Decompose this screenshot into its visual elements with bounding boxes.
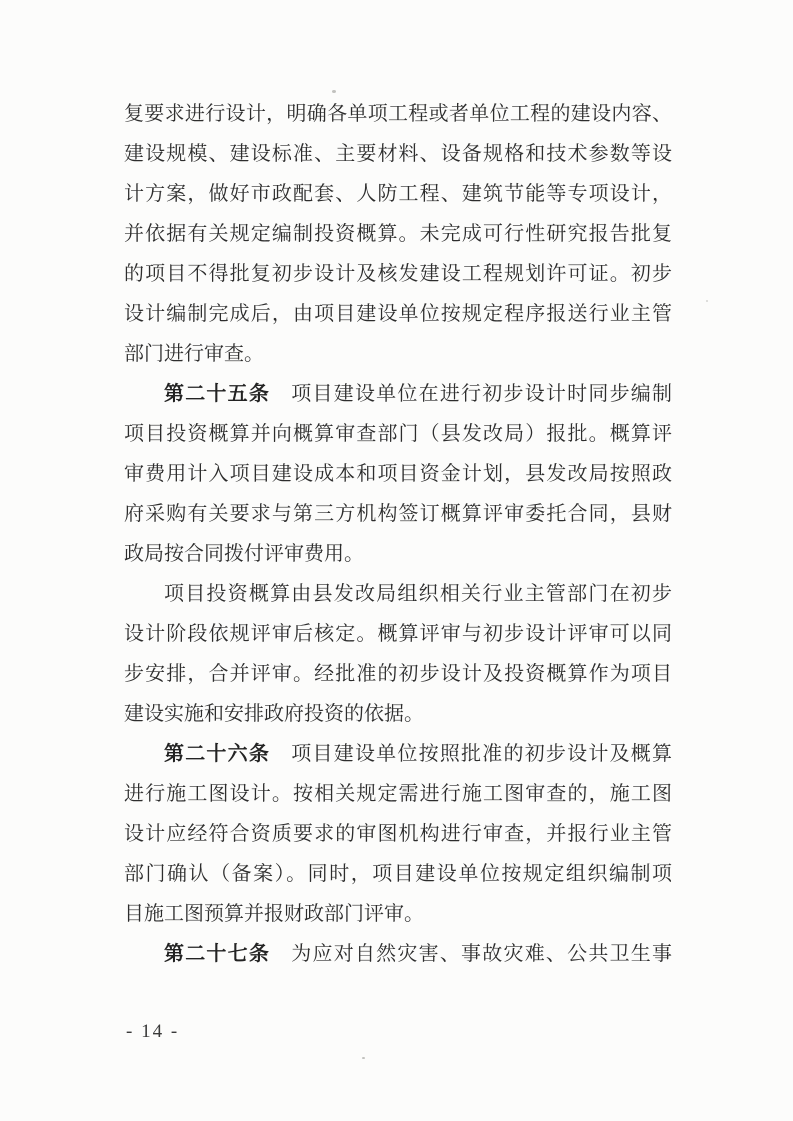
document-line <box>124 134 672 174</box>
document-line <box>124 694 672 734</box>
document-line <box>124 534 672 574</box>
document-line <box>124 254 672 294</box>
article-number: 第二十六条 <box>164 743 271 765</box>
line-text: 项目投资概算由县发改局组织相关行业主管部门在初步 <box>164 583 672 605</box>
line-text: 部门确认（备案）。同时，项目建设单位按规定组织编制项 <box>124 863 672 885</box>
line-text: 复要求进行设计，明确各单项工程或者单位工程的建设内容、 <box>124 103 672 125</box>
document-line <box>124 174 672 214</box>
document-line <box>124 614 672 654</box>
scan-speck <box>362 1057 365 1059</box>
document-line <box>124 414 672 454</box>
article-number: 第二十七条 <box>164 943 271 965</box>
document-line <box>124 814 672 854</box>
line-text: 设计应经符合资质要求的审图机构进行审查，并报行业主管 <box>124 823 672 845</box>
line-text: 计方案，做好市政配套、人防工程、建筑节能等专项设计， <box>124 183 672 205</box>
line-text: 设计阶段依规评审后核定。概算评审与初步设计评审可以同 <box>124 623 672 645</box>
article-number: 第二十五条 <box>164 383 271 405</box>
document-line <box>124 214 672 254</box>
line-text: 项目建设单位按照批准的初步设计及概算 <box>270 743 673 765</box>
document-line <box>124 894 672 934</box>
line-text: 府采购有关要求与第三方机构签订概算评审委托合同，县财 <box>124 503 672 525</box>
scan-speck <box>706 300 708 302</box>
document-line <box>124 494 672 534</box>
document-line <box>124 334 672 374</box>
line-text: 步安排，合并评审。经批准的初步设计及投资概算作为项目 <box>124 663 672 685</box>
line-text: 设计编制完成后，由项目建设单位按规定程序报送行业主管 <box>124 303 672 325</box>
line-text: 审费用计入项目建设成本和项目资金计划，县发改局按照政 <box>124 463 672 485</box>
line-text: 的项目不得批复初步设计及核发建设工程规划许可证。初步 <box>124 263 672 285</box>
document-line <box>124 574 672 614</box>
line-text: 政局按合同拨付评审费用。 <box>124 543 364 565</box>
scan-speck <box>332 90 336 93</box>
line-text: 进行施工图设计。按相关规定需进行施工图审查的，施工图 <box>124 783 672 805</box>
document-line <box>124 854 672 894</box>
document-body <box>124 94 672 974</box>
line-text: 部门进行审查。 <box>124 343 264 365</box>
line-text: 为应对自然灾害、事故灾难、公共卫生事 <box>270 943 673 965</box>
line-text: 项目投资概算并向概算审查部门（县发改局）报批。概算评 <box>124 423 672 445</box>
document-line <box>124 654 672 694</box>
line-text: 建设规模、建设标准、主要材料、设备规格和技术参数等设 <box>124 143 672 165</box>
document-line <box>124 934 672 974</box>
line-text: 建设实施和安排政府投资的依据。 <box>124 703 424 725</box>
line-text: 项目建设单位在进行初步设计时同步编制 <box>270 383 673 405</box>
document-line <box>124 374 672 414</box>
document-line <box>124 94 672 134</box>
page-number: - 14 - <box>126 1021 180 1042</box>
line-text: 并依据有关规定编制投资概算。未完成可行性研究报告批复 <box>124 223 672 245</box>
document-line <box>124 774 672 814</box>
line-text: 目施工图预算并报财政部门评审。 <box>124 903 424 925</box>
document-line <box>124 454 672 494</box>
document-line <box>124 734 672 774</box>
document-line <box>124 294 672 334</box>
